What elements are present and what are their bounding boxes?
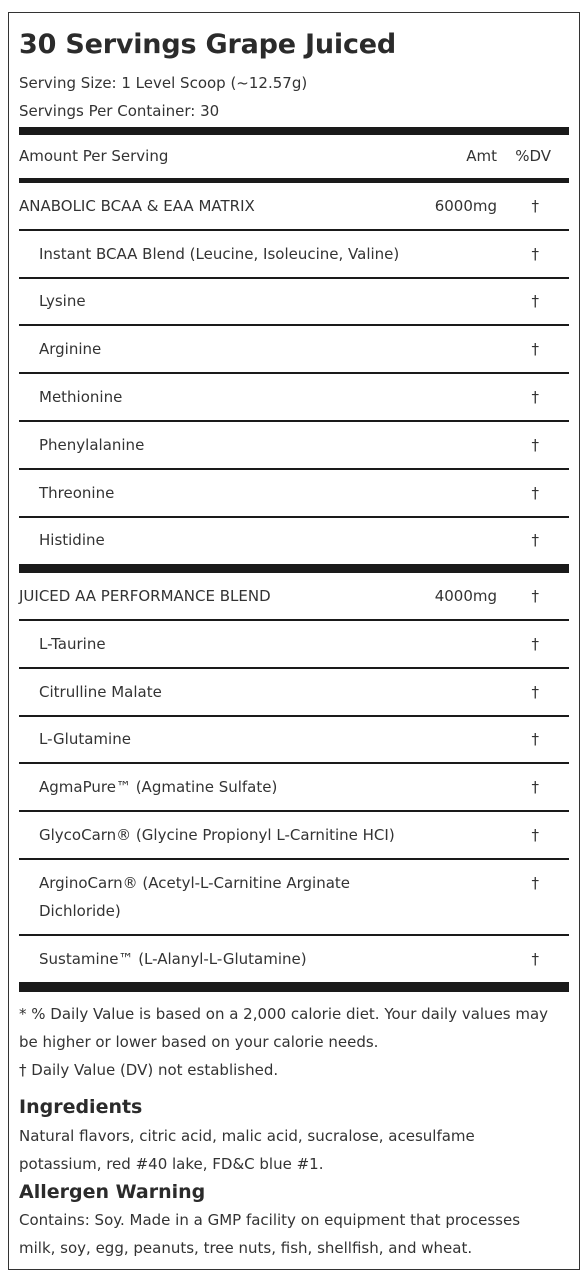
ingredient-dv: † bbox=[531, 635, 539, 653]
ingredient-name: Threonine bbox=[39, 484, 115, 502]
daily-value-note-line2: be higher or lower based on your calorie needs. bbox=[19, 1033, 379, 1051]
product-title: 30 Servings Grape Juiced bbox=[19, 29, 397, 60]
ingredient-name-line1: ArginoCarn® (Acetyl-L-Carnitine Arginate bbox=[39, 874, 351, 892]
thick-divider bbox=[19, 564, 569, 573]
ingredient-name: Histidine bbox=[39, 531, 105, 549]
thick-divider bbox=[19, 127, 569, 135]
medium-divider bbox=[19, 178, 569, 183]
ingredients-text bbox=[19, 1122, 569, 1178]
allergen-line2: milk, soy, egg, peanuts, tree nuts, fish, shellfish, and wheat. bbox=[19, 1239, 473, 1257]
row-divider bbox=[19, 810, 569, 812]
ingredient-name: AgmaPure™ (Agmatine Sulfate) bbox=[39, 778, 278, 796]
row-divider bbox=[19, 934, 569, 936]
row-divider bbox=[19, 468, 569, 470]
row-divider bbox=[19, 762, 569, 764]
blend-dv: † bbox=[531, 587, 539, 605]
row-divider bbox=[19, 858, 569, 860]
ingredients-line1: Natural flavors, citric acid, malic acid, sucralose, acesulfame bbox=[19, 1127, 475, 1145]
ingredient-dv: † bbox=[531, 245, 539, 263]
supplement-facts-panel bbox=[8, 12, 580, 1270]
allergen-heading: Allergen Warning bbox=[19, 1181, 206, 1203]
ingredient-name: Arginine bbox=[39, 340, 102, 358]
allergen-line1: Contains: Soy. Made in a GMP facility on equipment that processes bbox=[19, 1211, 521, 1229]
ingredient-name: L-Taurine bbox=[39, 635, 106, 653]
ingredient-dv: † bbox=[531, 436, 539, 454]
ingredient-dv: † bbox=[531, 340, 539, 358]
ingredient-dv: † bbox=[531, 683, 539, 701]
amount-per-serving-label: Amount Per Serving bbox=[19, 147, 169, 165]
ingredient-dv: † bbox=[531, 778, 539, 796]
ingredient-name: Phenylalanine bbox=[39, 436, 145, 454]
ingredient-dv: † bbox=[531, 531, 539, 549]
dv-column-header: %DV bbox=[515, 147, 551, 165]
blend-name: JUICED AA PERFORMANCE BLEND bbox=[19, 587, 271, 605]
row-divider bbox=[19, 715, 569, 717]
thick-divider bbox=[19, 982, 569, 992]
ingredient-dv: † bbox=[531, 292, 539, 310]
row-divider bbox=[19, 229, 569, 231]
ingredient-dv: † bbox=[531, 484, 539, 502]
ingredients-heading: Ingredients bbox=[19, 1096, 143, 1118]
amt-column-header: Amt bbox=[466, 147, 497, 165]
ingredient-name: Instant BCAA Blend (Leucine, Isoleucine, Valine) bbox=[39, 245, 400, 263]
ingredient-dv: † bbox=[531, 950, 539, 968]
ingredient-dv: † bbox=[531, 874, 539, 892]
row-divider bbox=[19, 619, 569, 621]
ingredient-dv: † bbox=[531, 730, 539, 748]
ingredient-name: Citrulline Malate bbox=[39, 683, 162, 701]
row-divider bbox=[19, 324, 569, 326]
row-divider bbox=[19, 372, 569, 374]
ingredient-name: Sustamine™ (L-Alanyl-L-Glutamine) bbox=[39, 950, 307, 968]
dv-not-established-note: † Daily Value (DV) not established. bbox=[19, 1061, 279, 1079]
ingredients-line2: potassium, red #40 lake, FD&C blue #1. bbox=[19, 1155, 324, 1173]
ingredient-name: Methionine bbox=[39, 388, 123, 406]
row-divider bbox=[19, 667, 569, 669]
ingredient-name: Lysine bbox=[39, 292, 86, 310]
allergen-text bbox=[19, 1206, 569, 1262]
ingredient-name-line2: Dichloride) bbox=[39, 902, 121, 920]
blend-name: ANABOLIC BCAA & EAA MATRIX bbox=[19, 197, 255, 215]
daily-value-note-line1: * % Daily Value is based on a 2,000 calorie diet. Your daily values may bbox=[19, 1005, 549, 1023]
servings-per-container: Servings Per Container: 30 bbox=[19, 102, 220, 120]
blend-dv: † bbox=[531, 197, 539, 215]
blend-amount: 6000mg bbox=[434, 197, 497, 215]
ingredient-name: L-Glutamine bbox=[39, 730, 131, 748]
row-divider bbox=[19, 516, 569, 518]
serving-size: Serving Size: 1 Level Scoop (~12.57g) bbox=[19, 74, 308, 92]
ingredient-dv: † bbox=[531, 826, 539, 844]
row-divider bbox=[19, 277, 569, 279]
ingredient-dv: † bbox=[531, 388, 539, 406]
ingredient-name: GlycoCarn® (Glycine Propionyl L-Carnitine HCI) bbox=[39, 826, 395, 844]
row-divider bbox=[19, 420, 569, 422]
blend-amount: 4000mg bbox=[434, 587, 497, 605]
footnotes bbox=[19, 1000, 569, 1084]
